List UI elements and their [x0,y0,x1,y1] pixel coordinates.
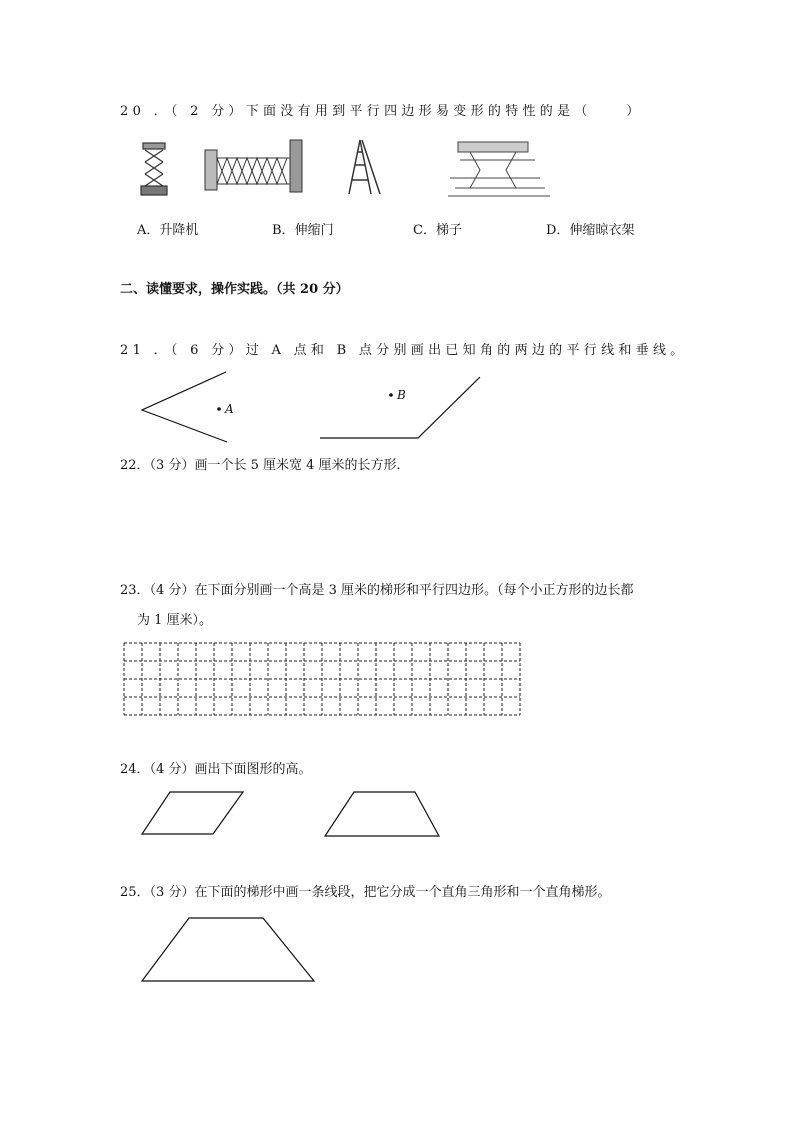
option-d[interactable] [546,219,634,238]
option-c-letter: C． [413,223,436,238]
point-b-label: B [397,388,406,402]
option-c[interactable] [413,219,462,238]
option-a[interactable] [137,219,198,238]
ladder-image [349,140,380,194]
point-a-label: A [225,402,234,416]
option-d-label: 伸缩晾衣架 [569,223,635,238]
option-b[interactable] [272,219,334,238]
lift-image [141,143,167,195]
dashed-grid [124,643,520,715]
q25-text: 25．（3 分）在下面的梯形中画一条线段，把它分成一个直角三角形和一个直角梯形。 [120,885,611,900]
q22-text: 22．（3 分）画一个长 5 厘米宽 4 厘米的长方形． [120,458,410,473]
q20-text: 20 ．（ 2 分）下面没有用到平行四边形易变形的特性的是（ ） [120,104,644,119]
trapezoid-figure [325,792,439,836]
angle-figure-a [142,372,227,442]
option-c-label: 梯子 [435,223,462,238]
option-b-letter: B． [272,223,295,238]
gate-image [205,140,302,192]
point-a [217,407,221,411]
option-d-letter: D． [546,223,570,238]
q23-text-line1: 23．（4 分）在下面分别画一个高是 3 厘米的梯形和平行四边形。（每个小正方形的边长都 [120,583,634,598]
option-b-label: 伸缩门 [294,223,334,238]
section-title: 二、读懂要求，操作实践。（共 20 分） [120,282,349,297]
trapezoid-large-figure [142,918,314,981]
drying-rack-image [448,142,550,196]
q21-text: 21 ．（ 6 分）过 A 点和 B 点分别画出已知角的两边的平行线和垂线。 [120,343,688,358]
point-b [389,393,393,397]
option-a-label: 升降机 [159,223,199,238]
q24-text: 24．（4 分）画出下面图形的高。 [120,762,312,777]
parallelogram-figure [142,792,243,834]
option-a-letter: A． [137,223,160,238]
q23-text-line2: 为 1 厘米）。 [137,613,213,628]
